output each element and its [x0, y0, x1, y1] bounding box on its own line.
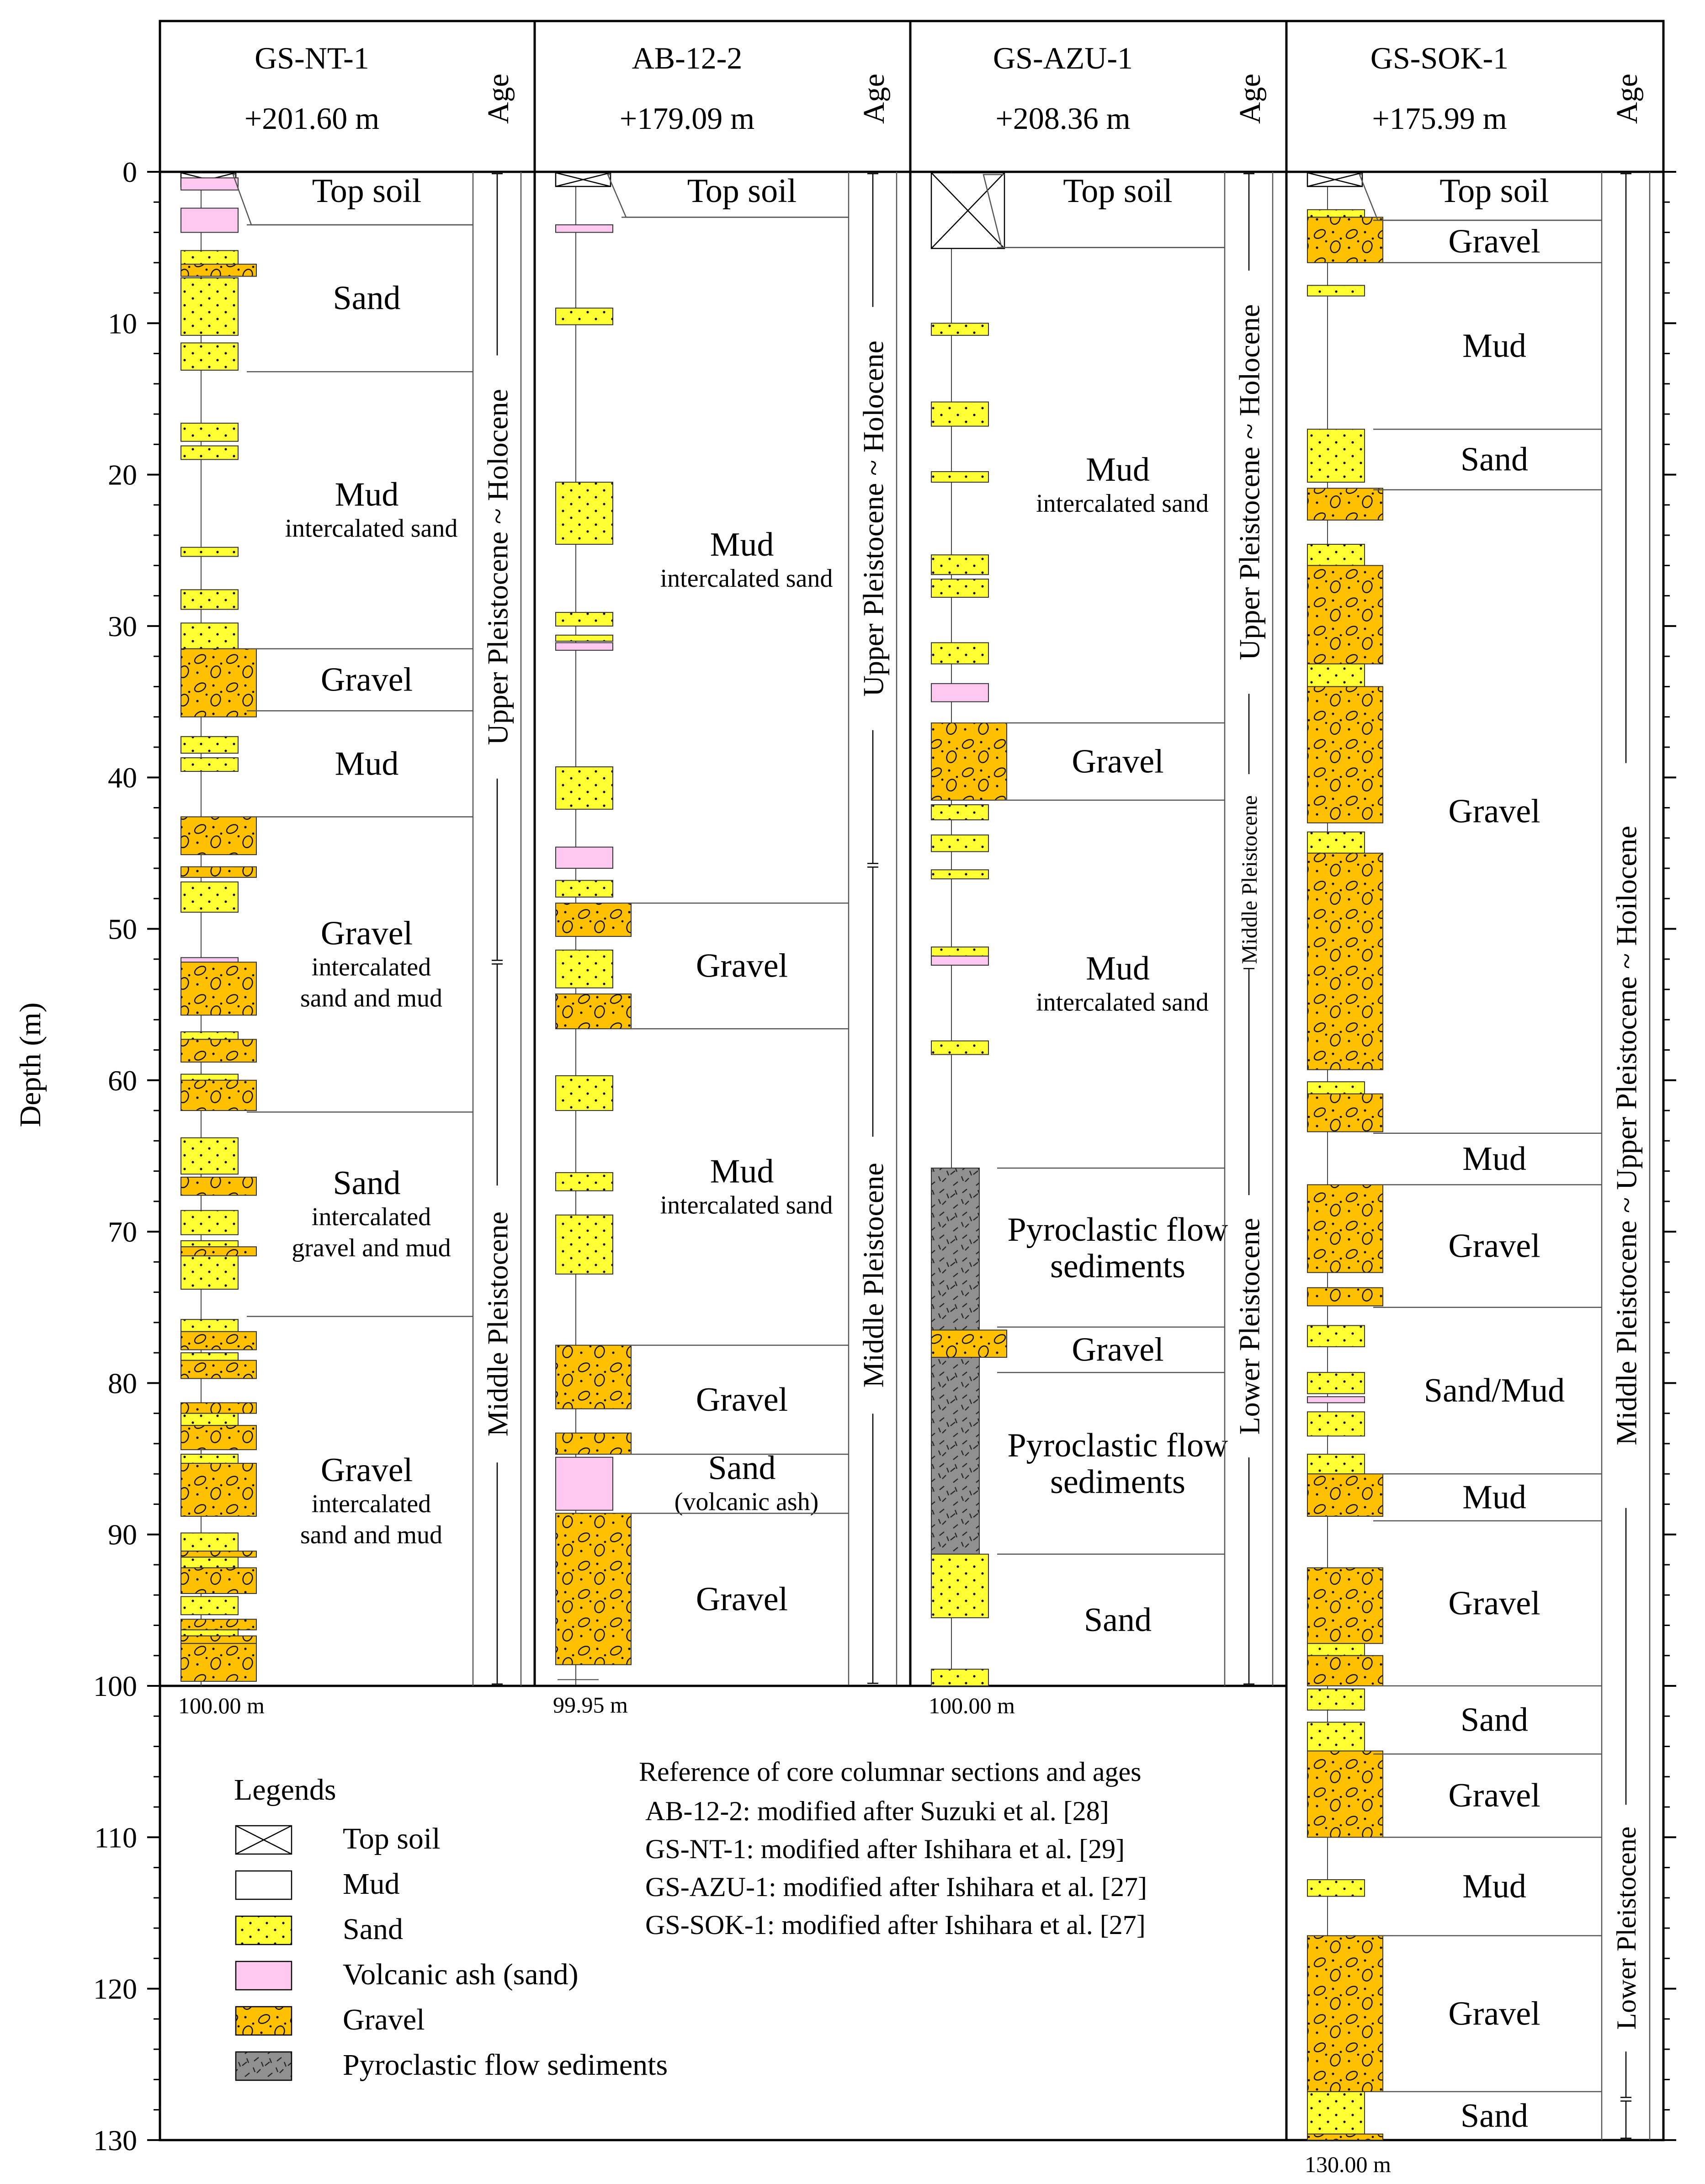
unit-label: Mud — [1462, 1867, 1526, 1905]
tick-label: 50 — [108, 913, 137, 946]
unit-sublabel: (volcanic ash) — [674, 1488, 819, 1516]
unit-label: Gravel — [1448, 223, 1540, 260]
unit-sublabel: intercalated sand — [1036, 489, 1209, 518]
lithology-strip-sand — [181, 250, 238, 264]
lithology-strip-gravel — [181, 1039, 256, 1062]
reference-line: GS-AZU-1: modified after Ishihara et al. [27] — [645, 1872, 1147, 1902]
unit-label: Gravel — [320, 914, 413, 952]
lithology-strip-pyro — [931, 1168, 979, 1330]
unit-label: Top soil — [312, 172, 422, 210]
lithology-strip-sand — [556, 635, 613, 641]
lithology-strip-sand — [931, 805, 988, 820]
lithology-strip-sand — [1307, 210, 1365, 218]
lithology-strip-ash — [1307, 1397, 1365, 1403]
lithology-strip-gravel — [1307, 217, 1383, 262]
age-label: Middle Pleistocene ~ Upper Pleistocene ~ Hoilocene — [1610, 825, 1643, 1445]
unit-sublabel: gravel and mud — [292, 1234, 451, 1263]
unit-label: Sand — [708, 1449, 776, 1487]
lithology-strip-gravel — [181, 1080, 256, 1111]
lithology-strip-sand — [556, 1215, 613, 1274]
lithology-strip-gravel — [1307, 1185, 1383, 1272]
lithology-strip-sand — [1307, 1689, 1365, 1710]
unit-label: Gravel — [696, 1381, 788, 1419]
column-name: GS-AZU-1 — [993, 41, 1133, 75]
unit-label: Mud — [335, 476, 399, 514]
lithology-strip-sand — [1307, 429, 1365, 482]
age-label: Middle Pleistocene — [857, 1163, 890, 1388]
lithology-strip-sand — [556, 1173, 613, 1191]
unit-sublabel: intercalated sand — [285, 514, 458, 543]
lithology-strip-sand — [181, 590, 238, 609]
age-header: Age — [1610, 74, 1644, 124]
lithology-strip-sand — [181, 758, 238, 771]
lithology-strip-sand — [931, 402, 988, 426]
column-gs-azu-1 — [929, 172, 1273, 1718]
age-label: Upper Pleistocene ~ Holocene — [857, 340, 890, 697]
lithology-strip-ash — [181, 957, 238, 962]
age-label: Lower Pleistocene — [1233, 1217, 1266, 1435]
unit-label: Gravel — [1448, 792, 1540, 830]
lithology-strip-ash — [181, 208, 238, 233]
lithology-strip-sand — [181, 278, 238, 335]
references — [639, 1757, 1147, 1940]
lithology-strip-sand — [556, 612, 613, 626]
column-elevation: +175.99 m — [1372, 101, 1507, 136]
age-label: Lower Pleistocene — [1611, 1826, 1641, 2030]
lithology-strip-ash — [931, 684, 988, 702]
column-headers — [244, 41, 1644, 136]
tick-label: 80 — [108, 1367, 137, 1400]
lithology-strip-gravel — [1307, 1568, 1383, 1644]
lithology-strip-gravel — [1307, 488, 1383, 520]
core-bottom-depth: 130.00 m — [1305, 2151, 1391, 2177]
tick-label: 100 — [93, 1670, 137, 1702]
lithology-strip-gravel — [1307, 1751, 1383, 1837]
lithology-strip-sand — [931, 835, 988, 851]
lithology-strip-gravel — [1307, 1936, 1383, 2092]
lithology-strip-sand — [931, 1554, 988, 1618]
lithology-strip-gravel — [181, 1643, 256, 1681]
unit-label: Gravel — [696, 1580, 788, 1618]
lithology-strip-gravel — [181, 1177, 256, 1196]
lithology-strip-gravel — [181, 1636, 256, 1644]
age-header: Age — [857, 74, 891, 124]
unit-label: Mud — [1462, 1478, 1526, 1516]
legend-swatch-mud — [236, 1871, 292, 1899]
lithology-strip-gravel — [181, 1568, 256, 1594]
legend-swatch-gravel — [236, 2007, 292, 2035]
lithology-strip-gravel — [1307, 853, 1383, 1070]
lithology-strip-sand — [931, 1041, 988, 1055]
lithology-strip-gravel — [181, 1247, 256, 1256]
lithology-strip-gravel — [181, 1551, 256, 1557]
lithology-strip-sand — [931, 579, 988, 597]
lithology-strip-sand — [1307, 664, 1365, 687]
unit-label: Gravel — [320, 661, 413, 699]
lithology-strip-sand — [931, 1669, 988, 1686]
lithology-strip-sand — [181, 1074, 238, 1080]
unit-label: Sand — [1461, 441, 1528, 478]
lithology-strip-gravel — [1307, 1094, 1383, 1132]
unit-label: Gravel — [696, 947, 788, 985]
lithology-strip-gravel — [1307, 565, 1383, 664]
tick-label: 120 — [93, 1972, 137, 2005]
lithology-strip-gravel — [181, 649, 256, 717]
lithology-strip-sand — [931, 472, 988, 482]
column-name: AB-12-2 — [632, 41, 743, 75]
lithology-strip-ash — [931, 956, 988, 965]
unit-label: Sand/Mud — [1423, 1371, 1565, 1409]
unit-label: Gravel — [1448, 1777, 1540, 1815]
column-name: GS-SOK-1 — [1370, 41, 1509, 75]
column-elevation: +179.09 m — [619, 101, 755, 136]
tick-label: 10 — [108, 307, 137, 340]
lithology-strip-gravel — [1307, 2134, 1383, 2140]
lithology-strip-ash — [181, 178, 238, 190]
lithology-strip-sand — [181, 1413, 238, 1426]
lithology-strip-ash — [556, 847, 613, 868]
lithology-strip-sand — [556, 482, 613, 544]
lithology-strip-sand — [1307, 1082, 1365, 1094]
unit-sublabel: sand and mud — [300, 1520, 443, 1549]
unit-sublabel: intercalated — [311, 953, 431, 982]
unit-label: Pyroclastic flow — [1007, 1426, 1228, 1464]
unit-label: Top soil — [1439, 172, 1549, 210]
unit-label: Mud — [335, 745, 399, 783]
lithology-strip-gravel — [1307, 686, 1383, 823]
legend-label: Mud — [343, 1867, 400, 1901]
age-header: Age — [482, 74, 515, 124]
lithology-strip-sand — [1307, 1722, 1365, 1751]
lithology-strip-gravel — [1307, 1288, 1383, 1306]
legend-swatch-ash — [236, 1961, 292, 1990]
unit-label: Top soil — [1063, 172, 1173, 210]
unit-label: Pyroclastic flow — [1007, 1211, 1228, 1249]
unit-label: sediments — [1050, 1247, 1185, 1285]
lithology-strip-gravel — [181, 1360, 256, 1379]
legend — [234, 1773, 668, 2082]
lithology-strip-sand — [181, 1138, 238, 1174]
legend-label: Gravel — [343, 2003, 425, 2036]
lithology-strip-sand — [931, 643, 988, 664]
lithology-strip-sand — [181, 737, 238, 753]
lithology-strip-sand — [556, 950, 613, 988]
unit-label: Gravel — [1448, 1995, 1540, 2033]
unit-label: Sand — [333, 279, 401, 317]
lithology-strip-sand — [1307, 1412, 1365, 1436]
lithology-strip-gravel — [181, 1463, 256, 1516]
lithology-strip-gravel — [556, 1513, 631, 1664]
column-gs-sok-1 — [1305, 172, 1650, 2177]
core-bottom-depth: 100.00 m — [178, 1693, 265, 1718]
tick-label: 70 — [108, 1216, 137, 1249]
legend-swatch-pyro — [236, 2052, 292, 2080]
unit-label: Sand — [1461, 1701, 1528, 1739]
unit-label: Gravel — [320, 1451, 413, 1489]
tick-label: 60 — [108, 1064, 137, 1097]
tick-label: 30 — [108, 610, 137, 643]
column-name: GS-NT-1 — [255, 41, 369, 75]
lithology-strip-sand — [181, 1454, 238, 1463]
unit-label: Sand — [1084, 1601, 1152, 1639]
unit-label: Gravel — [1072, 1331, 1164, 1369]
references-title: Reference of core columnar sections and ages — [639, 1757, 1142, 1787]
core-bottom-depth: 100.00 m — [929, 1693, 1015, 1718]
legend-label: Pyroclastic flow sediments — [343, 2048, 668, 2082]
unit-label: sediments — [1050, 1463, 1185, 1501]
unit-sublabel: intercalated — [311, 1489, 431, 1518]
lithology-strip-gravel — [556, 1433, 631, 1454]
unit-label: Gravel — [1448, 1584, 1540, 1622]
lithology-strip-sand — [1307, 1643, 1365, 1656]
unit-label: Gravel — [1448, 1227, 1540, 1265]
lithology-strip-sand — [1307, 2092, 1365, 2134]
unit-label: Mud — [710, 1153, 774, 1190]
legend-label: Sand — [343, 1913, 403, 1946]
lithology-strip-gravel — [181, 264, 256, 276]
lithology-strip-sand — [556, 308, 613, 324]
lithology-strip-sand — [181, 882, 238, 912]
unit-sublabel: intercalated sand — [1036, 988, 1209, 1017]
age-label: Middle Pleistocene — [1237, 795, 1262, 964]
lithology-strip-sand — [1307, 285, 1365, 296]
unit-label: Mud — [1086, 950, 1150, 988]
lithology-strip-sand — [556, 880, 613, 897]
lithology-strip-sand — [931, 323, 988, 335]
lithology-strip-sand — [931, 947, 988, 956]
reference-line: GS-NT-1: modified after Ishihara et al. [29] — [645, 1834, 1125, 1864]
lithology-strip-sand — [181, 446, 238, 460]
age-label: Middle Pleistocene — [481, 1212, 514, 1437]
lithology-strip-gravel — [181, 817, 256, 855]
lithology-strip-pyro — [931, 1357, 979, 1554]
lithology-strip-gravel — [181, 1403, 256, 1413]
legend-swatch-sand — [236, 1916, 292, 1945]
unit-label: Mud — [1462, 327, 1526, 365]
lithology-strip-gravel — [1307, 1656, 1383, 1686]
unit-sublabel: sand and mud — [300, 984, 443, 1013]
lithology-strip-sand — [181, 343, 238, 370]
column-ab-12-2 — [553, 172, 897, 1717]
lithology-strip-sand — [181, 1533, 238, 1551]
unit-label: Mud — [1086, 451, 1150, 489]
tick-label: 20 — [108, 458, 137, 491]
lithology-strip-sand — [181, 1032, 238, 1040]
column-gs-nt-1 — [178, 172, 521, 1718]
core-bottom-depth: 99.95 m — [553, 1692, 628, 1718]
lithology-strip-gravel — [556, 994, 631, 1029]
age-label: Upper Pleistocene ~ Holocene — [1233, 304, 1266, 660]
lithology-strip-sand — [181, 1211, 238, 1235]
lithology-strip-ash — [556, 643, 613, 650]
lithology-strip-sand — [181, 1557, 238, 1568]
unit-label: Mud — [710, 526, 774, 563]
lithology-strip-sand — [181, 1630, 238, 1636]
reference-line: AB-12-2: modified after Suzuki et al. [28] — [645, 1796, 1109, 1826]
lithology-strip-ash — [556, 225, 613, 233]
legend-label: Volcanic ash (sand) — [343, 1958, 579, 1991]
unit-label: Gravel — [1072, 743, 1164, 781]
unit-label: Mud — [1462, 1140, 1526, 1178]
column-elevation: +208.36 m — [995, 101, 1131, 136]
lithology-strip-gravel — [181, 1425, 256, 1450]
lithology-strip-sand — [1307, 1454, 1365, 1474]
lithology-strip-sand — [181, 1353, 238, 1360]
tick-label: 110 — [94, 1821, 137, 1854]
lithology-strip-gravel — [181, 962, 256, 1015]
lithology-strip-sand — [181, 1319, 238, 1332]
lithology-strip-sand — [1307, 1326, 1365, 1347]
lithology-strip-sand — [181, 623, 238, 648]
depth-axis-label: Depth (m) — [14, 1002, 47, 1127]
lithology-strip-sand — [181, 1256, 238, 1289]
lithology-strip-gravel — [1307, 1474, 1383, 1516]
unit-label: Top soil — [687, 172, 797, 210]
lithology-strip-gravel — [556, 903, 631, 936]
lithology-strip-gravel — [931, 1330, 1007, 1357]
tick-label: 130 — [93, 2124, 137, 2157]
lithology-strip-gravel — [181, 867, 256, 877]
lithology-strip-sand — [181, 547, 238, 557]
lithology-strip-ash — [556, 1457, 613, 1510]
lithology-strip-sand — [181, 423, 238, 441]
lithology-strip-sand — [181, 1597, 238, 1615]
lithology-strip-sand — [1307, 1372, 1365, 1393]
lithology-strip-sand — [181, 1241, 238, 1247]
lithology-strip-sand — [1307, 832, 1365, 853]
lithology-strip-gravel — [556, 1345, 631, 1409]
column-elevation: +201.60 m — [244, 101, 380, 136]
unit-label: Sand — [1461, 2097, 1528, 2135]
tick-label: 40 — [108, 761, 137, 794]
lithology-strip-sand — [1307, 544, 1365, 565]
lithology-strip-sand — [931, 870, 988, 879]
tick-label: 90 — [108, 1518, 137, 1551]
lithology-strip-sand — [931, 555, 988, 574]
unit-label: Sand — [333, 1164, 401, 1202]
legend-title: Legends — [234, 1773, 336, 1807]
lithology-strip-gravel — [181, 1619, 256, 1630]
age-header: Age — [1233, 74, 1267, 124]
reference-line: GS-SOK-1: modified after Ishihara et al. [27] — [645, 1910, 1146, 1940]
lithology-strip-sand — [556, 1076, 613, 1111]
lithology-strip-gravel — [181, 1332, 256, 1350]
lithology-strip-sand — [556, 767, 613, 809]
lithology-strip-sand — [1307, 1880, 1365, 1896]
age-label: Upper Pleistocene ~ Holocene — [481, 389, 514, 745]
unit-sublabel: intercalated sand — [660, 564, 833, 593]
unit-sublabel: intercalated — [311, 1203, 431, 1232]
unit-sublabel: intercalated sand — [660, 1191, 833, 1220]
lithology-strip-gravel — [931, 723, 1007, 800]
tick-label: 0 — [122, 156, 137, 188]
legend-label: Top soil — [343, 1822, 441, 1855]
